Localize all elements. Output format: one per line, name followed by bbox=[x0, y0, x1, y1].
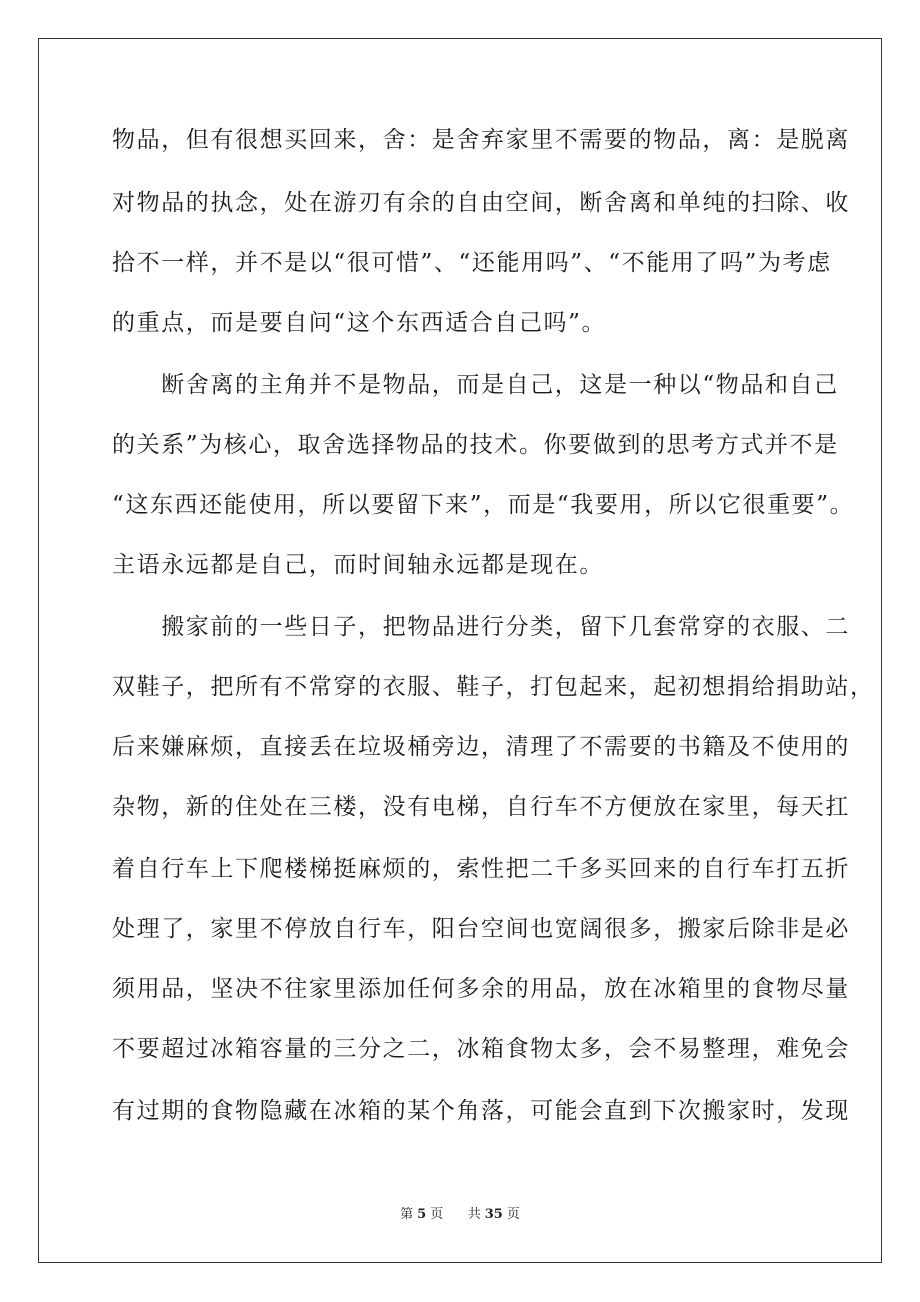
text-line: 的重点，而是要自问“这个东西适合自己吗”。 bbox=[112, 310, 607, 336]
text-line: 杂物，新的住处在三楼，没有电梯，自行车不方便放在家里，每天扛 bbox=[112, 794, 850, 820]
page-frame bbox=[38, 38, 882, 1263]
text-line: 的关系”为核心，取舍选择物品的技术。你要做到的思考方式并不是 bbox=[112, 432, 839, 458]
text-line: 主语永远都是自己，而时间轴永远都是现在。 bbox=[112, 552, 604, 578]
page-unit: 页 bbox=[430, 1207, 444, 1222]
text-line: “这东西还能使用，所以要留下来”，而是“我要用，所以它很重要”。 bbox=[112, 492, 855, 518]
text-line: 有过期的食物隐藏在冰箱的某个角落，可能会直到下次搬家时，发现 bbox=[112, 1098, 850, 1124]
total-prefix: 共 bbox=[467, 1207, 481, 1222]
text-line: 拾不一样，并不是以“很可惜”、“还能用吗”、“不能用了吗”为考虑 bbox=[112, 250, 832, 276]
text-line: 对物品的执念，处在游刃有余的自由空间，断舍离和单纯的扫除、收 bbox=[112, 190, 850, 216]
text-line: 须用品，坚决不往家里添加任何多余的用品，放在冰箱里的食物尽量 bbox=[112, 976, 850, 1002]
page-total bbox=[466, 1207, 522, 1222]
page-number bbox=[398, 1207, 445, 1222]
total-unit: 页 bbox=[506, 1207, 520, 1222]
text-line: 双鞋子，把所有不常穿的衣服、鞋子，打包起来，起初想捐给捐助站， bbox=[112, 674, 875, 700]
text-line: 处理了，家里不停放自行车，阳台空间也宽阔很多，搬家后除非是必 bbox=[112, 916, 850, 942]
text-line: 断舍离的主角并不是物品，而是自己，这是一种以“物品和自己 bbox=[112, 372, 839, 398]
text-line: 搬家前的一些日子，把物品进行分类，留下几套常穿的衣服、二 bbox=[112, 614, 850, 640]
text-line: 物品，但有很想买回来，舍：是舍弃家里不需要的物品，离：是脱离 bbox=[112, 127, 850, 153]
page-prefix: 第 bbox=[400, 1207, 414, 1222]
text-line: 不要超过冰箱容量的三分之二，冰箱食物太多，会不易整理，难免会 bbox=[112, 1036, 850, 1062]
page-current: 5 bbox=[417, 1207, 427, 1222]
text-line: 后来嫌麻烦，直接丢在垃圾桶旁边，清理了不需要的书籍及不使用的 bbox=[112, 734, 850, 760]
page-footer bbox=[0, 1207, 920, 1223]
total-count: 35 bbox=[484, 1207, 503, 1222]
text-line: 着自行车上下爬楼梯挺麻烦的，索性把二千多买回来的自行车打五折 bbox=[112, 856, 850, 882]
